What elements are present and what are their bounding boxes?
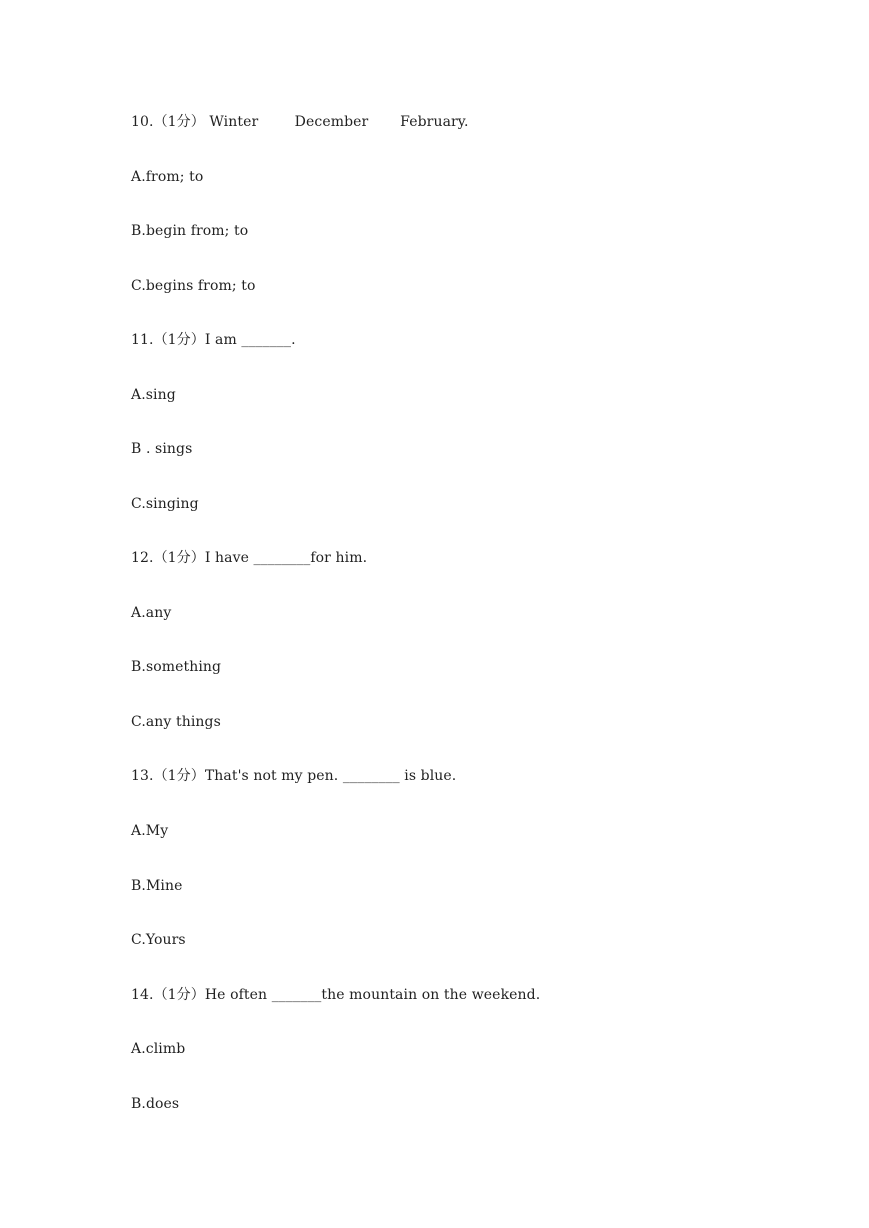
- question-10-option-b: B.begin from; to: [131, 223, 249, 239]
- question-10-option-c: C.begins from; to: [131, 278, 256, 294]
- question-13-option-a: A.My: [131, 823, 169, 839]
- question-11-option-c: C.singing: [131, 496, 199, 512]
- question-12-option-a: A.any: [131, 605, 172, 621]
- question-14-stem: 14.（1分）He often _______the mountain on the weekend.: [131, 987, 541, 1003]
- question-11-stem: 11.（1分）I am _______.: [131, 332, 296, 348]
- question-13-option-b: B.Mine: [131, 878, 183, 894]
- question-12-option-c: C.any things: [131, 714, 221, 730]
- question-12-option-b: B.something: [131, 659, 222, 675]
- question-13-stem: 13.（1分）That's not my pen. ________ is blue.: [131, 768, 457, 784]
- question-11-option-b: B . sings: [131, 441, 193, 457]
- question-10-option-a: A.from; to: [131, 169, 204, 185]
- question-10-stem: 10.（1分） Winter December February.: [131, 114, 469, 130]
- question-11-option-a: A.sing: [131, 387, 176, 403]
- question-14-option-b: B.does: [131, 1096, 180, 1112]
- question-13-option-c: C.Yours: [131, 932, 186, 948]
- question-14-option-a: A.climb: [131, 1041, 186, 1057]
- question-12-stem: 12.（1分）I have ________for him.: [131, 550, 368, 566]
